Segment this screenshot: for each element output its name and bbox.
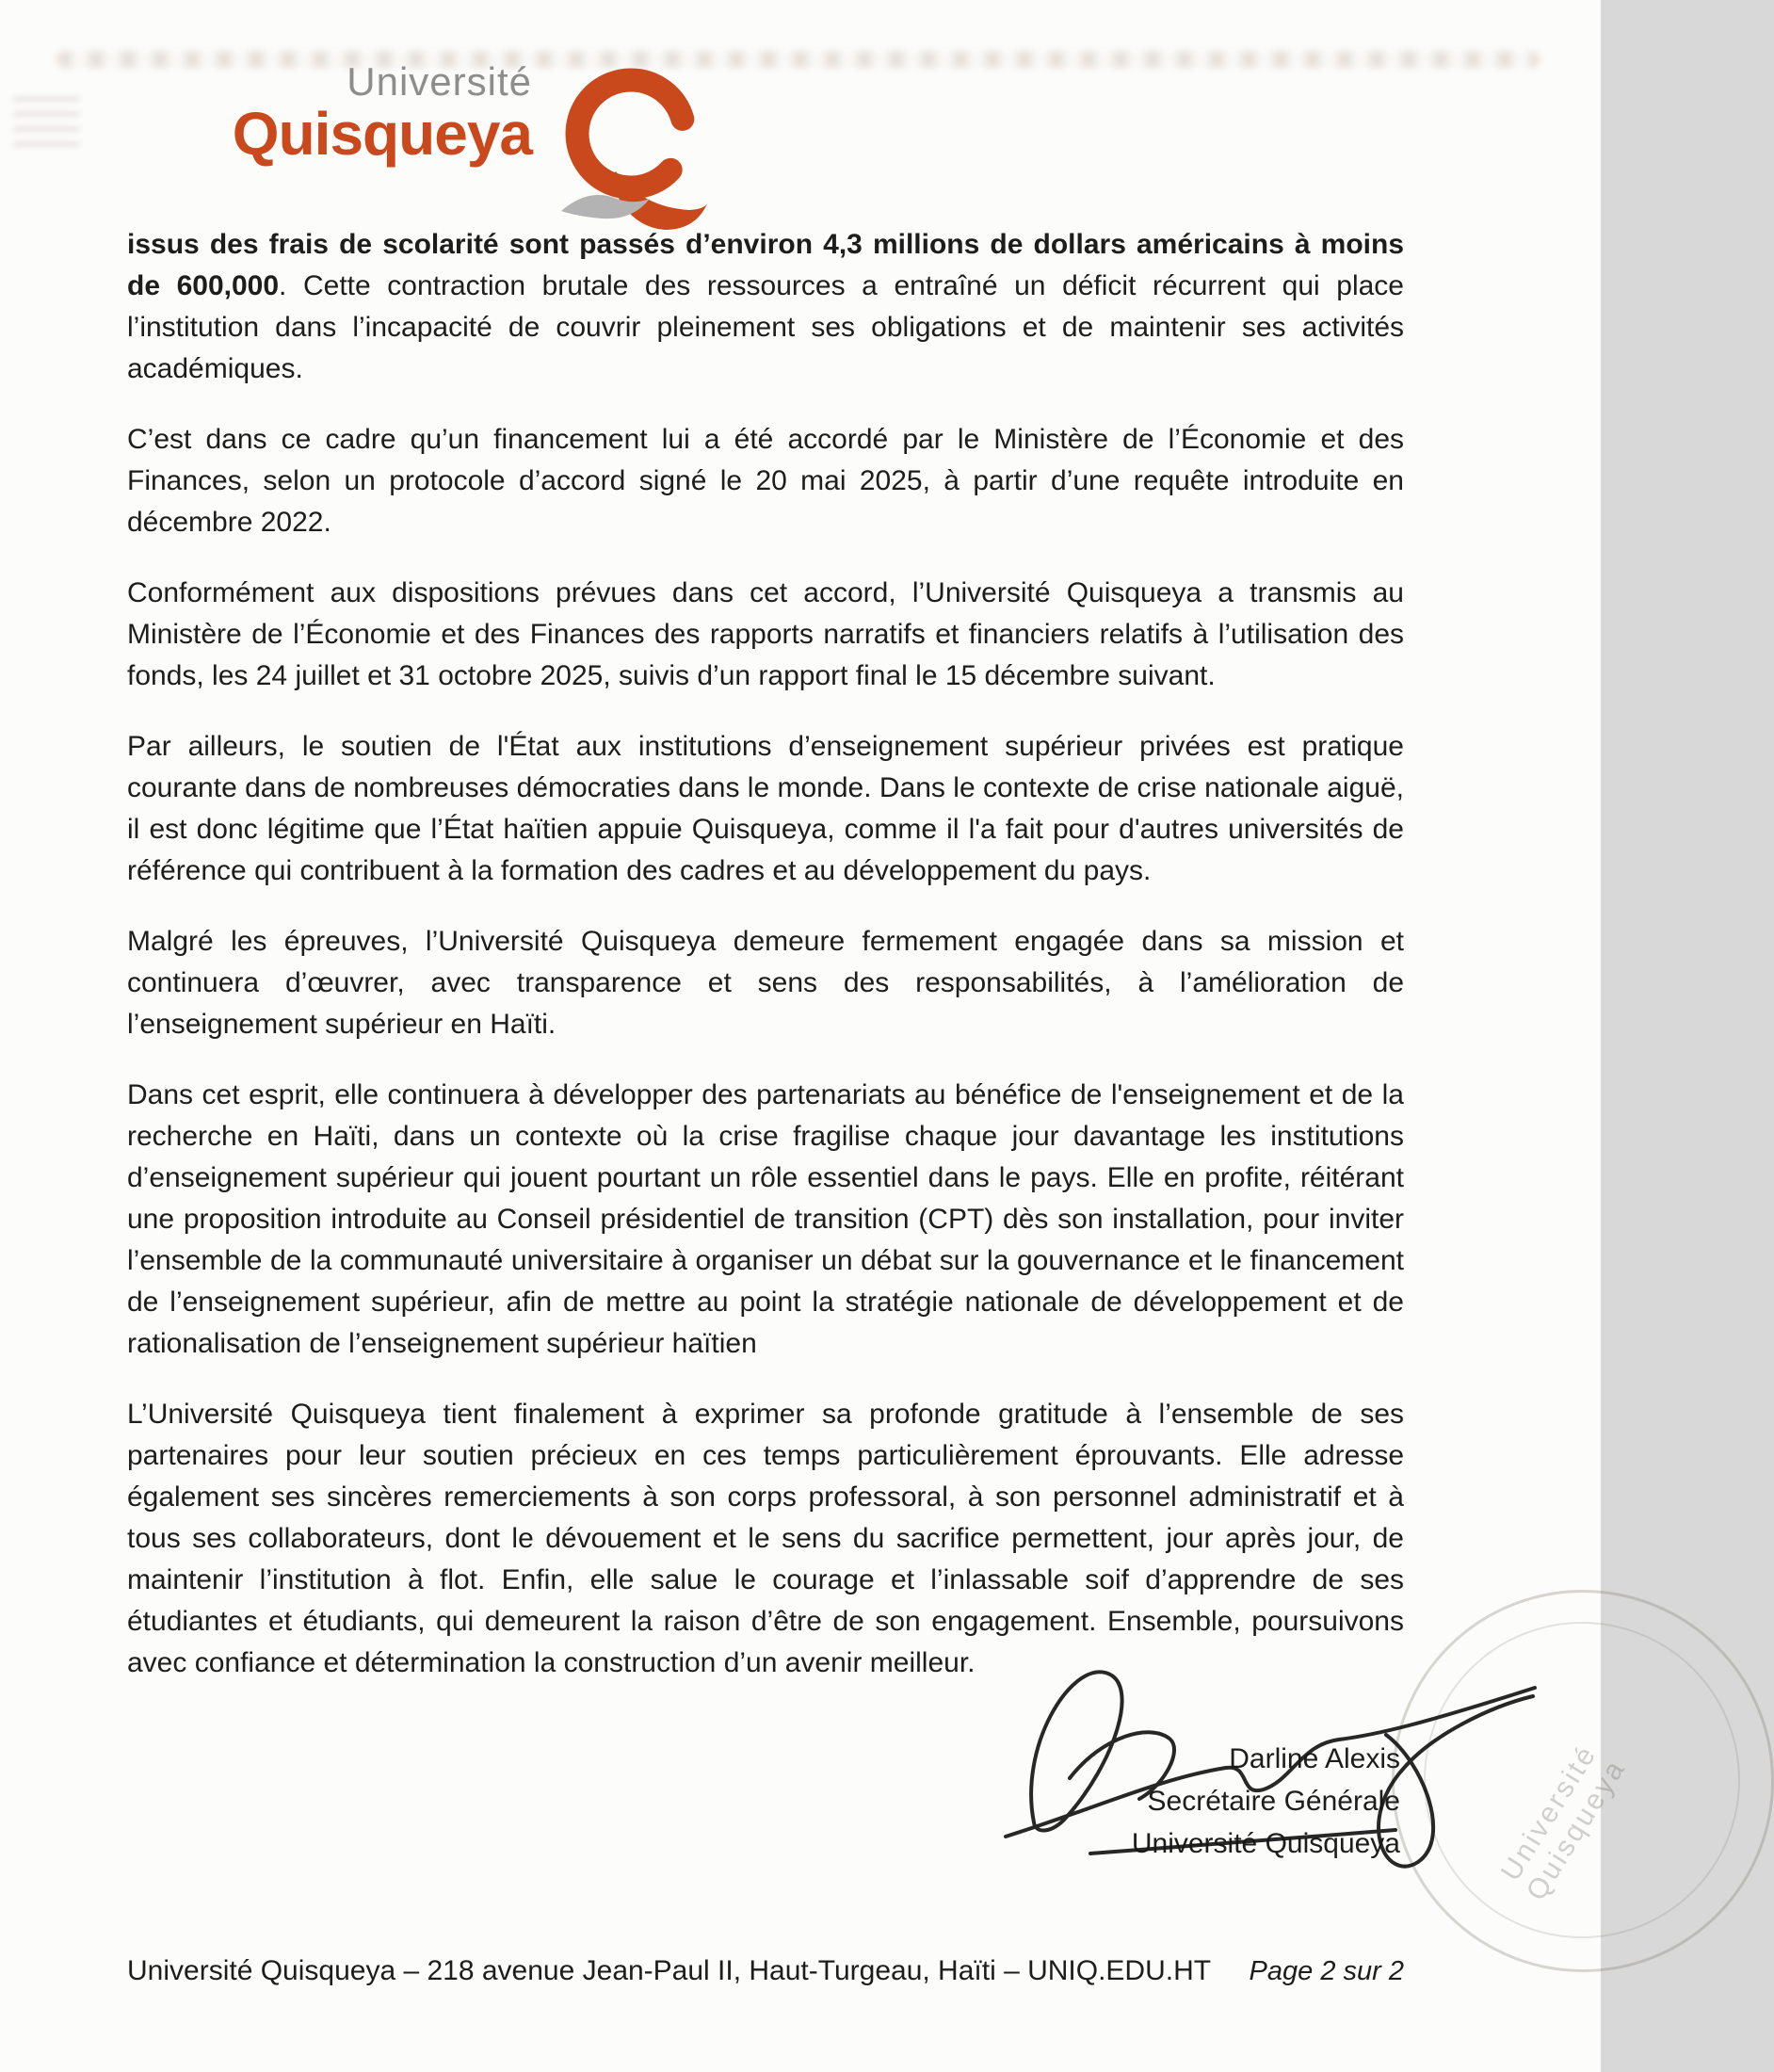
paragraph-3: Conformément aux dispositions prévues dans cet accord, l’Université Quisqueya a transmis au Ministère de l’Économie et des Finances des rapports narratifs et financiers relatifs à l’utilisation des fonds, les 24 juillet et 31 octobre 2025, suivis d’un rapport final le 15 décembre suivant. bbox=[127, 577, 1404, 691]
signatory-org: Université Quisqueya bbox=[1131, 1828, 1400, 1859]
signatory-title: Secrétaire Générale bbox=[1147, 1786, 1400, 1817]
paragraph-1-rest: . Cette contraction brutale des ressources a entraîné un déficit récurrent qui place l’institution dans l’incapacité de couvrir pleinement ses obligations et de maintenir ses activités académiques. bbox=[127, 270, 1404, 384]
university-logotype bbox=[193, 59, 532, 168]
logo-line-quisqueya: Quisqueya bbox=[232, 100, 532, 168]
stamp-watermark-text: Université Quisqueya bbox=[1494, 1739, 1633, 1906]
paragraph-4: Par ailleurs, le soutien de l'État aux institutions d’enseignement supérieur privées est pratique courante dans de nombreuses démocraties dans le monde. Dans le contexte de crise nationale aiguë, il est donc légitime que l’État haïtien appuie Quisqueya, comme il l'a fait pour d'autres universités de référence qui contribuent à la formation des cadres et au développement du pays. bbox=[127, 731, 1404, 886]
handwritten-signature bbox=[979, 1582, 1563, 1907]
paragraph-2: C’est dans ce cadre qu’un financement lui a été accordé par le Ministère de l’Économie et des Finances, selon un protocole d’accord signé le 20 mai 2025, à partir d’une requête introduite en décembre 2022. bbox=[127, 424, 1404, 538]
paragraph-1 bbox=[127, 224, 1404, 390]
paragraph-7: L’Université Quisqueya tient finalement à exprimer sa profonde gratitude à l’ensemble de ses partenaires pour leur soutien précieux en ces temps particulièrement éprouvants. Elle adresse également ses sincères remerciements à son corps professoral, à son personnel administratif et à tous ses collaborateurs, dont le dévouement et le sens du sacrifice permettent, jour après jour, de maintenir l’institution à flot. Enfin, elle salue le courage et l’inlassable soif d’apprendre de ses étudiantes et étudiants, qui demeurent la raison d’être de son engagement. Ensemble, poursuivons avec confiance et détermination la construction d’un avenir meilleur. bbox=[127, 1399, 1404, 1678]
footer-page-number: Page 2 sur 2 bbox=[1249, 1956, 1404, 1986]
page-footer bbox=[127, 1955, 1404, 1987]
logo-line-universite: Université bbox=[347, 59, 532, 104]
footer-address: Université Quisqueya – 218 avenue Jean-Paul II, Haut-Turgeau, Haïti – UNIQ.EDU.HT bbox=[127, 1955, 1212, 1986]
letter-body bbox=[127, 224, 1404, 1713]
q-ring bbox=[577, 80, 685, 187]
signatory-name: Darline Alexis bbox=[1229, 1743, 1400, 1774]
paragraph-6: Dans cet esprit, elle continuera à développer des partenariats au bénéfice de l'enseignement et de la recherche en Haïti, dans un contexte où la crise fragilise chaque jour davantage les institutions d’enseignement supérieur qui jouent pourtant un rôle essentiel dans le pays. Elle en profite, réitérant une proposition introduite au Conseil présidentiel de transition (CPT) dès son installation, pour inviter l’ensemble de la communauté universitaire à organiser un débat sur la gouvernance et le financement de l’enseignement supérieur, afin de mettre au point la stratégie nationale de développement et de rationalisation de l’enseignement supérieur haïtien bbox=[127, 1079, 1404, 1359]
scan-bleedthrough-smudge bbox=[13, 90, 79, 147]
paragraph-1-bold: issus des frais de scolarité sont passés d’environ 4,3 millions de dollars américains à moins de 600,000 bbox=[127, 229, 1404, 301]
paragraph-5: Malgré les épreuves, l’Université Quisqueya demeure fermement engagée dans sa mission et continuera d’œuvrer, avec transparence et sens des responsabilités, à l’amélioration de l’enseignement supérieur en Haïti. bbox=[127, 926, 1404, 1040]
quisqueya-q-logo-icon bbox=[556, 55, 711, 238]
